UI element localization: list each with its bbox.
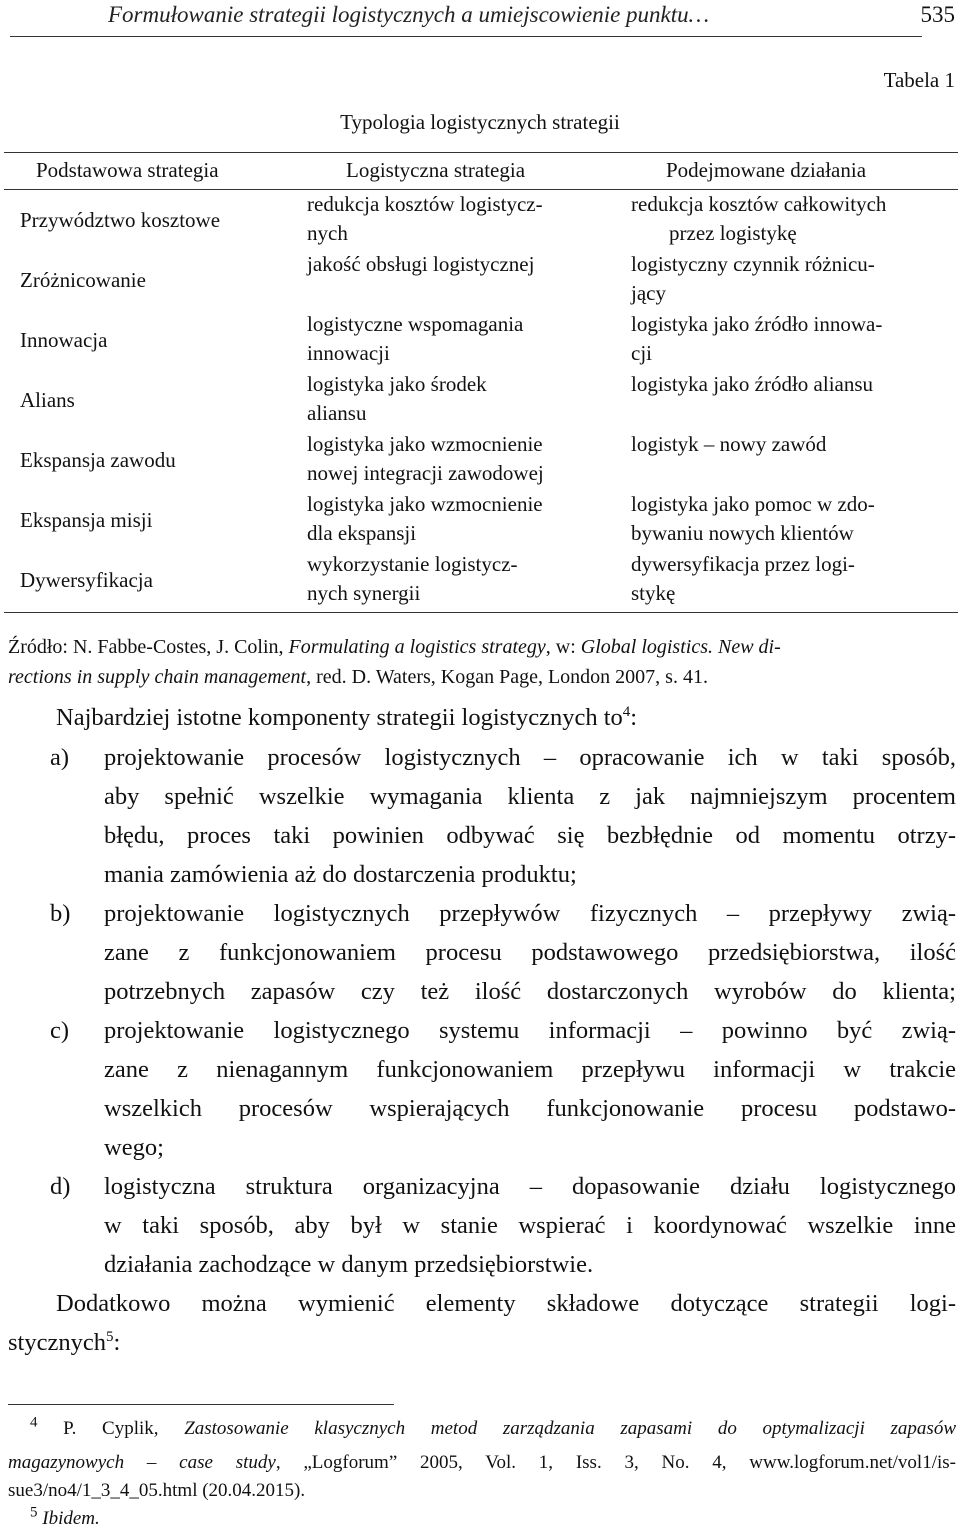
source-line <box>8 632 956 662</box>
text-line: projektowanie logistycznego systemu informacji – powinno być zwią- <box>104 1017 956 1044</box>
table-row <box>4 310 958 370</box>
cell-actions <box>631 550 951 608</box>
text-line: zane z funkcjonowaniem procesu podstawowego przedsiębiorstwa, ilość <box>104 939 956 966</box>
running-header-title: Formułowanie strategii logistycznych a umiejscowienie punktu… <box>108 2 710 27</box>
cell-line: stykę <box>631 581 676 605</box>
list-item-letter: a) <box>50 744 70 771</box>
footnote-number: 4 <box>30 1414 38 1431</box>
running-header <box>10 2 955 36</box>
cell-logistic-strategy <box>307 430 607 488</box>
source-book-title: Global logistics. New di- <box>580 636 781 658</box>
footnote-5 <box>30 1504 100 1530</box>
text-line: w taki sposób, aby był w stanie wspierać i koordynować wszelkie inne <box>104 1212 956 1239</box>
footnote-4-line <box>30 1414 956 1440</box>
cell-basic-strategy: Ekspansja zawodu <box>20 448 176 472</box>
source-book-title: rections in supply chain management <box>8 666 307 688</box>
header-basic-strategy: Podstawowa strategia <box>36 158 219 182</box>
cell-line: innowacji <box>307 341 390 365</box>
cell-line: redukcja kosztów całkowitych <box>631 192 887 216</box>
cell-line: dla ekspansji <box>307 521 417 545</box>
footnote-author: P. Cyplik, <box>37 1418 185 1439</box>
cell-actions <box>631 190 951 248</box>
cell-actions <box>631 490 951 548</box>
cell-line: wykorzystanie logistycz- <box>307 552 518 576</box>
source-suffix: , red. D. Waters, Kogan Page, London 2007, s. 41. <box>306 666 708 688</box>
text-line: potrzebnych zapasów czy też ilość dostarczonych wyrobów do klienta; <box>104 978 956 1005</box>
cell-line: cji <box>631 341 652 365</box>
cell-logistic-strategy <box>307 310 607 368</box>
cell-line: dywersyfikacja przez logi- <box>631 552 855 576</box>
cell-line: przez logistykę <box>669 221 797 245</box>
text-line: projektowanie logistycznych przepływów fizycznych – przepływy zwią- <box>104 900 956 927</box>
cell-basic-strategy: Innowacja <box>20 328 108 352</box>
cell-line: logistyczny czynnik różnicu- <box>631 252 875 276</box>
cell-line: aliansu <box>307 401 367 425</box>
cell-basic-strategy: Alians <box>20 388 75 412</box>
table-header-row <box>4 153 958 190</box>
intro-text: Najbardziej istotne komponenty strategii logistycznych to <box>56 704 623 731</box>
footnote-title: Zastosowanie klasycznych metod zarządzania zapasami do optymalizacji zapasów <box>184 1418 956 1439</box>
text-line: wszelkich procesów wspierających funkcjonowanie procesu podstawo- <box>104 1095 956 1122</box>
table-row <box>4 250 958 310</box>
cell-logistic-strategy <box>307 550 607 608</box>
list-item-text <box>104 1011 956 1167</box>
source-title: Formulating a logistics strategy <box>288 636 546 658</box>
cell-actions <box>631 430 951 459</box>
list-item-letter: c) <box>50 1017 70 1044</box>
table-label: Tabela 1 <box>883 68 955 92</box>
footnote-rest: , „Logforum” 2005, Vol. 1, Iss. 3, No. 4, www.logforum.net/vol1/is- <box>275 1452 956 1473</box>
list-item-text <box>104 1167 956 1284</box>
table-row <box>4 370 958 430</box>
header-rule <box>10 36 922 37</box>
cell-basic-strategy: Zróżnicowanie <box>20 268 146 292</box>
table-source <box>8 632 956 692</box>
page-number: 535 <box>920 2 955 27</box>
footnote-number: 5 <box>30 1504 38 1521</box>
text-line: zane z nienagannym funkcjonowaniem przepływu informacji w trakcie <box>104 1056 956 1083</box>
cell-basic-strategy: Ekspansja misji <box>20 508 153 532</box>
text-line: działania zachodzące w danym przedsiębiorstwie. <box>104 1251 594 1278</box>
cell-line: nych synergii <box>307 581 421 605</box>
intro-paragraph <box>56 704 637 732</box>
cell-line: logistyka jako pomoc w zdo- <box>631 492 875 516</box>
source-mid: , w: <box>545 636 581 658</box>
text-line: logistyczna struktura organizacyjna – dopasowanie działu logistycznego <box>104 1173 956 1200</box>
cell-line: logistyka jako środek <box>307 372 487 396</box>
list-item-text <box>104 738 956 894</box>
table-row <box>4 430 958 490</box>
table-row <box>4 490 958 550</box>
cell-line: bywaniu nowych klientów <box>631 521 854 545</box>
outro-end: : <box>113 1329 121 1356</box>
footnote-4-line <box>8 1452 956 1474</box>
header-actions: Podejmowane działania <box>666 158 867 182</box>
footnote-4-line <box>8 1480 305 1502</box>
cell-line: logistyka jako źródło aliansu <box>631 372 874 396</box>
source-prefix: Źródło: N. Fabbe-Costes, J. Colin, <box>8 636 289 658</box>
table-row <box>4 190 958 250</box>
cell-line: logistyka jako źródło innowa- <box>631 312 883 336</box>
source-line <box>8 662 956 692</box>
cell-actions <box>631 370 951 399</box>
intro-end: : <box>630 704 638 731</box>
text-line: aby spełnić wszelkie wymagania klienta z jak najmniejszym procentem <box>104 783 956 810</box>
text-line: błędu, proces taki powinien odbywać się bezbłędnie od momentu otrzy- <box>104 822 956 849</box>
footnote-ref: 5 <box>105 1328 114 1345</box>
header-logistic-strategy: Logistyczna strategia <box>346 158 526 182</box>
table-caption: Typologia logistycznych strategii <box>340 110 620 134</box>
text-line: Dodatkowo można wymienić elementy składowe dotyczące strategii logi- <box>56 1290 956 1317</box>
cell-line: logistyk – nowy zawód <box>631 432 827 456</box>
cell-basic-strategy: Przywództwo kosztowe <box>20 208 221 232</box>
footnote-rest: sue3/no4/1_3_4_05.html (20.04.2015). <box>8 1480 306 1501</box>
text-line <box>8 1323 120 1362</box>
outro-text: stycznych <box>8 1329 106 1356</box>
footnote-text: Ibidem. <box>42 1508 100 1529</box>
cell-logistic-strategy <box>307 190 607 248</box>
cell-line: redukcja kosztów logistycz- <box>307 192 543 216</box>
cell-line: logistyka jako wzmocnienie <box>307 432 543 456</box>
footnote-title: magazynowych – case study <box>8 1452 276 1473</box>
cell-logistic-strategy <box>307 370 607 428</box>
text-line: mania zamówienia aż do dostarczenia produktu; <box>104 861 577 888</box>
cell-logistic-strategy <box>307 250 607 279</box>
list-item-letter: b) <box>50 900 71 927</box>
cell-line: nych <box>307 221 348 245</box>
text-line: wego; <box>104 1134 164 1161</box>
list-item-letter: d) <box>50 1173 71 1200</box>
cell-logistic-strategy <box>307 490 607 548</box>
typology-table <box>4 152 958 613</box>
table-row <box>4 550 958 612</box>
cell-line: nowej integracji zawodowej <box>307 461 544 485</box>
cell-line: logistyczne wspomagania <box>307 312 524 336</box>
cell-actions <box>631 250 951 308</box>
cell-line: jący <box>631 281 666 305</box>
cell-basic-strategy: Dywersyfikacja <box>20 568 153 592</box>
footnote-ref: 4 <box>622 703 631 720</box>
text-line: projektowanie procesów logistycznych – opracowanie ich w taki sposób, <box>104 744 956 771</box>
footnote-rule <box>8 1404 394 1405</box>
cell-line: logistyka jako wzmocnienie <box>307 492 543 516</box>
cell-line: jakość obsługi logistycznej <box>307 252 535 276</box>
list-item-text <box>104 894 956 1011</box>
cell-actions <box>631 310 951 368</box>
